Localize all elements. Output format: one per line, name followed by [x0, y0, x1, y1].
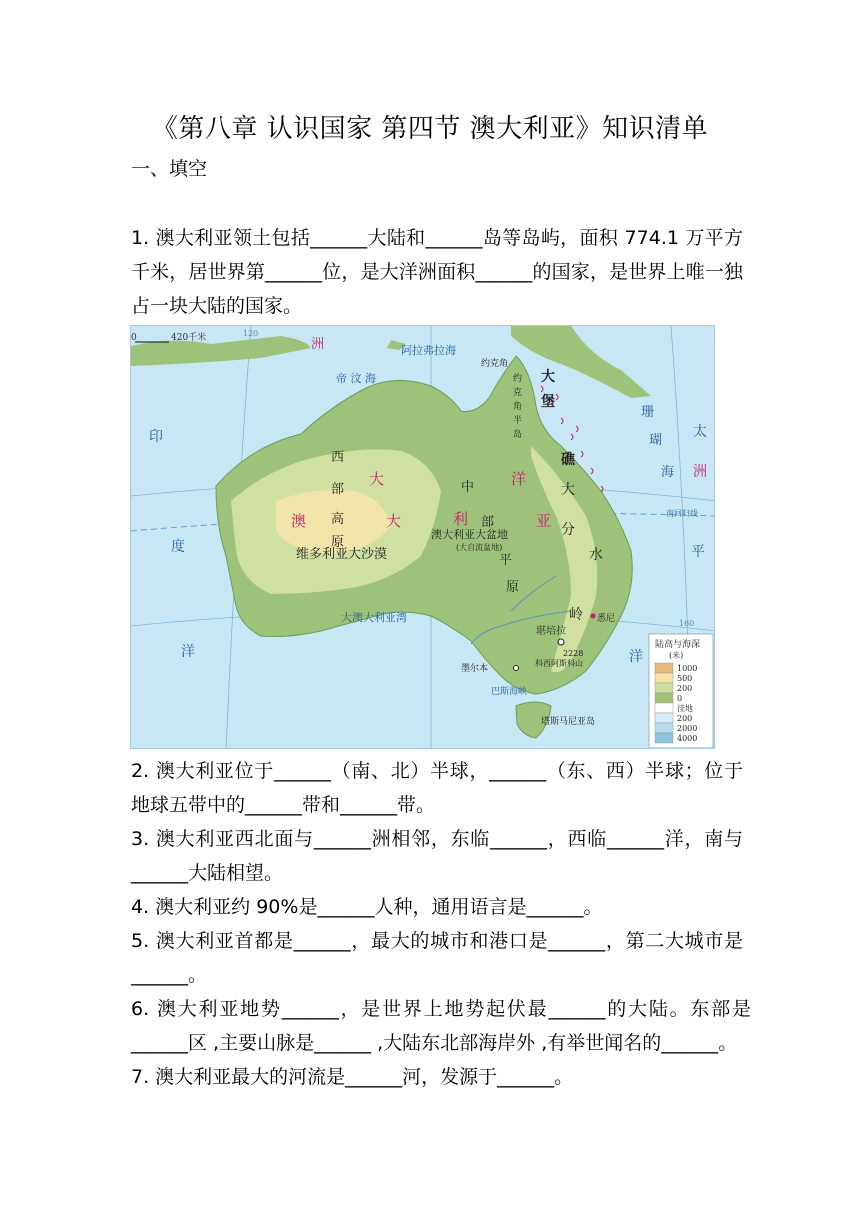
legend-level-label: 200: [677, 714, 693, 723]
legend-swatch: [655, 673, 673, 683]
legend-level-label: 2000: [677, 724, 698, 733]
label-tasmania: 塔斯马尼亚岛: [541, 717, 596, 727]
svg-text:部: 部: [481, 515, 495, 530]
question-5: 5. 澳大利亚首都是______，最大的城市和港口是______，第二大城市是______。: [131, 930, 743, 986]
svg-text:大: 大: [369, 470, 385, 488]
canberra-marker: [558, 639, 564, 645]
legend-swatch: [655, 693, 673, 703]
svg-text:亚: 亚: [536, 512, 552, 530]
svg-text:海: 海: [661, 465, 675, 480]
melbourne-marker: [514, 666, 519, 671]
label-tropic: 南回归线: [666, 509, 698, 518]
legend-title: 陆高与海深: [655, 640, 701, 650]
svg-text:角: 角: [513, 402, 523, 412]
legend-level-label: 4000: [677, 734, 698, 743]
legend-level-label: 洼地: [677, 704, 693, 713]
svg-text:平: 平: [691, 544, 705, 560]
longitude-120: 120: [243, 329, 259, 338]
legend-level-label: 500: [677, 674, 693, 683]
label-dazhou: 洲: [693, 464, 707, 480]
label-zhou-north: 洲: [311, 337, 325, 352]
svg-text:平: 平: [499, 553, 513, 568]
legend-swatch: [655, 713, 673, 723]
section-heading: 一、填空: [131, 158, 208, 180]
svg-text:水: 水: [589, 547, 603, 563]
york-peninsula-label: [513, 372, 522, 440]
question-3: 3. 澳大利亚西北面与______洲相邻，东临______，西临______洋，南与______大陆相望。: [131, 828, 743, 884]
legend-swatch: [655, 703, 673, 713]
svg-text:部: 部: [331, 482, 345, 497]
svg-text:珊: 珊: [641, 405, 655, 420]
label-victoria-desert: 维多利亚大沙漠: [296, 547, 388, 562]
svg-text:高: 高: [331, 512, 345, 527]
label-great-australian-bight: 大澳大利亚湾: [341, 611, 407, 624]
svg-text:洋: 洋: [629, 649, 643, 665]
legend-unit: (米): [669, 651, 684, 660]
svg-text:堡: 堡: [541, 394, 555, 410]
label-elevation: 2228: [563, 649, 584, 658]
label-kosciuszko: 科西阿斯科山: [535, 659, 583, 668]
svg-text:岛: 岛: [513, 430, 523, 440]
label-indian-ocean-3: 洋: [181, 644, 195, 660]
label-bass-strait: 巴斯海峡: [491, 687, 528, 697]
label-sydney: 悉尼: [597, 614, 616, 624]
sydney-marker: [591, 614, 596, 619]
legend-level-label: 1000: [677, 664, 698, 673]
svg-text:原: 原: [331, 535, 345, 550]
label-indian-ocean-1: 印: [149, 429, 163, 445]
question-2: 2. 澳大利亚位于______（南、北）半球，______（东、西）半球；位于地球五带中的______带和______带。: [131, 760, 743, 816]
scale-start: 0: [131, 333, 137, 343]
label-melbourne: 墨尔本: [461, 664, 489, 674]
svg-text:利: 利: [453, 510, 469, 528]
svg-text:中: 中: [461, 480, 475, 495]
question-6: 6. 澳大利亚地势______，是世界上地势起伏最______的大陆。东部是______区 ,主要山脉是______ ,大陆东北部海岸外 ,有举世闻名的______。: [131, 998, 751, 1054]
question-4: 4. 澳大利亚约 90%是______人种，通用语言是______。: [131, 896, 603, 918]
question-7: 7. 澳大利亚最大的河流是______河，发源于______。: [131, 1066, 574, 1088]
legend-swatch: [655, 723, 673, 733]
label-cape-york: 约克角: [481, 359, 509, 369]
page-title: 《第八章 认识国家 第四节 澳大利亚》知识清单: [151, 114, 709, 144]
svg-text:大: 大: [541, 369, 555, 385]
svg-text:岭: 岭: [569, 607, 583, 623]
svg-text:礁: 礁: [561, 452, 575, 468]
scale-end: 420千米: [171, 333, 207, 343]
longitude-160: 160: [679, 619, 695, 628]
svg-text:西: 西: [331, 450, 345, 465]
label-canberra: 堪培拉: [536, 626, 566, 637]
svg-text:大: 大: [386, 512, 402, 530]
legend-level-label: 200: [677, 684, 693, 693]
svg-text:瑚: 瑚: [649, 433, 663, 448]
svg-text:澳: 澳: [291, 512, 307, 530]
label-timor-sea: 帝 汶 海: [336, 372, 376, 385]
label-indian-ocean-2: 度: [171, 539, 185, 555]
question-1: 1. 澳大利亚领土包括______大陆和______岛等岛屿，面积 774.1 万平方千米，居世界第______位，是大洋洲面积______的国家，是世界上唯一独占一块大陆的国家。: [131, 227, 743, 317]
label-tai: 太: [693, 424, 707, 440]
label-artesian-sub: (大自流盆地): [456, 543, 503, 552]
svg-text:半: 半: [513, 416, 523, 426]
label-arafura-sea: 阿拉弗拉海: [401, 344, 456, 357]
australia-map: [130, 325, 715, 749]
svg-text:洋: 洋: [511, 470, 527, 488]
label-artesian-basin: 澳大利亚大盆地: [431, 528, 508, 541]
svg-text:克: 克: [513, 388, 523, 398]
legend-swatch: [655, 663, 673, 673]
svg-text:分: 分: [561, 522, 575, 538]
svg-text:原: 原: [506, 580, 520, 595]
legend-level-label: 0: [677, 694, 683, 703]
map-legend: [649, 634, 713, 748]
legend-swatch: [655, 683, 673, 693]
svg-text:约: 约: [513, 374, 523, 384]
svg-text:大: 大: [561, 482, 575, 498]
legend-swatch: [655, 733, 673, 743]
